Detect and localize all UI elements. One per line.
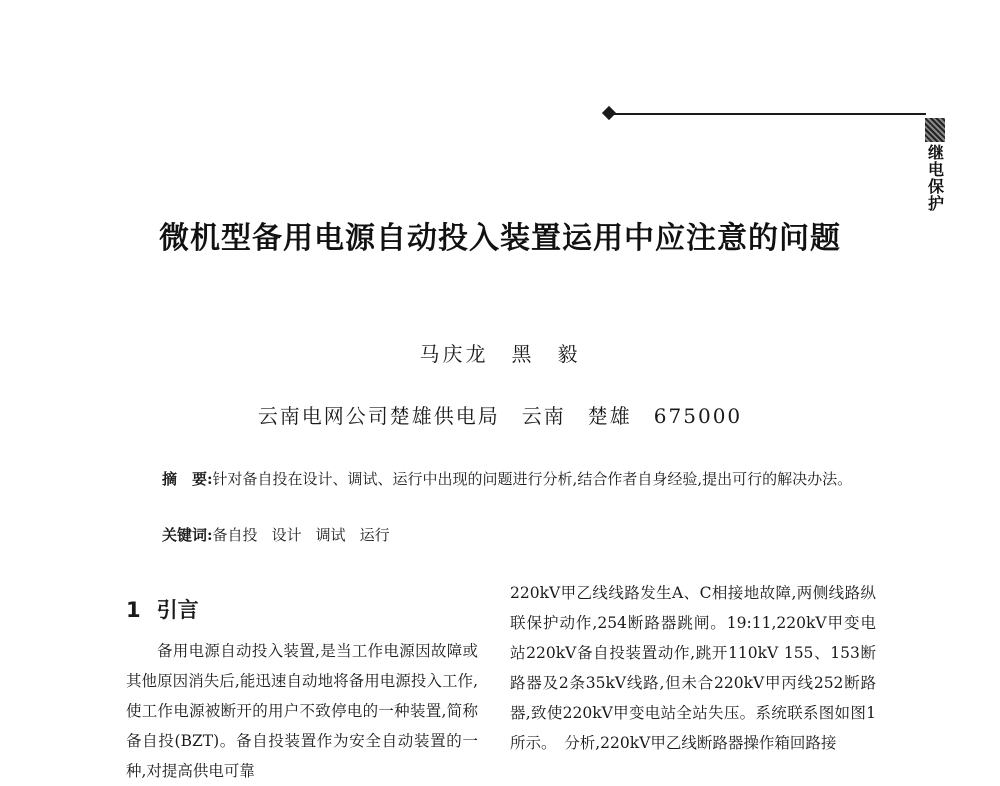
keywords [162, 524, 404, 545]
body-column-left: 备用电源自动投入装置,是当工作电源因故障或其他原因消失后,能迅速自动地将备用电源投入工作,使工作电源被断开的用户不致停电的一种装置,简称备自投(BZT)。备自投装置作为安全自动装置的一种,对提高供电可靠 [126, 642, 478, 780]
paper-title: 微机型备用电源自动投入装置运用中应注意的问题 [159, 221, 841, 256]
body-column-right: 220kV甲乙线线路发生A、C相接地故障,两侧线路纵联保护动作,254断路器跳闸。19:11,220kV甲变电站220kV备自投装置动作,跳开110kV 155、153断路器及2条35kV线路,但未合220kV甲丙线252断路器,致使220kV甲变电站全站失压。系统联系图如图1所示。 分析,220kV甲乙线断路器操作箱回路接 [510, 584, 876, 752]
keyword: 调试 [315, 526, 346, 544]
keyword: 备自投 [212, 526, 258, 544]
section-number: 1 [126, 598, 141, 622]
section-heading [126, 594, 199, 624]
section-tag-ornament [925, 118, 945, 142]
keyword: 运行 [359, 526, 390, 544]
abstract-text: 针对备自投在设计、调试、运行中出现的问题进行分析,结合作者自身经验,提出可行的解决办法。 [212, 470, 853, 488]
section-tag [922, 114, 948, 226]
keywords-label: 关键词: [162, 526, 213, 544]
affiliation: 云南电网公司楚雄供电局 云南 楚雄 675000 [257, 404, 743, 428]
abstract-label: 摘 要: [162, 470, 213, 488]
section-title: 引言 [156, 598, 199, 622]
header-rule [610, 113, 926, 115]
authors: 马庆龙 黑 毅 [419, 342, 581, 366]
keyword: 设计 [271, 526, 302, 544]
section-tag-label: 继电保护 [925, 144, 945, 212]
abstract [126, 466, 878, 492]
